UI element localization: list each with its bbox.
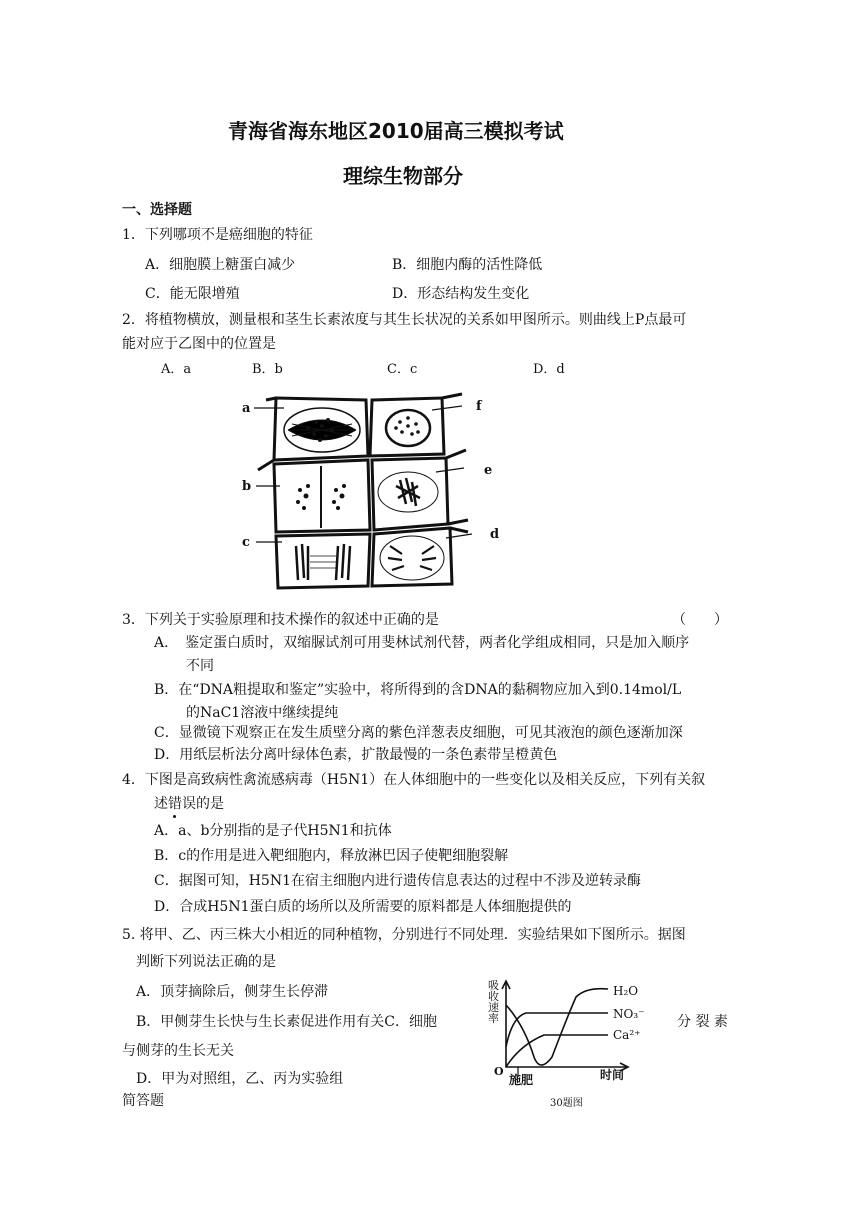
cell-f bbox=[386, 410, 430, 446]
legend-no3: NO₃⁻ bbox=[613, 1007, 645, 1021]
q5-option-b-tail: 分 裂 素 bbox=[677, 1014, 728, 1030]
q4-stem-line1: 4．下图是高致病性禽流感病毒（H5N1）在人体细胞中的一些变化以及相关反应，下列有关叙 bbox=[122, 772, 706, 788]
q1-option-b: B．细胞内酶的活性降低 bbox=[392, 257, 543, 273]
q2-stem-line2: 能对应于乙图中的位置是 bbox=[122, 336, 276, 352]
emphasis-dot bbox=[173, 815, 176, 818]
page-title: 青海省海东地区2010届高三模拟考试 bbox=[228, 119, 564, 143]
q4-option-b: B．c的作用是进入靶细胞内，释放淋巴因子使靶细胞裂解 bbox=[154, 848, 509, 864]
graph-xlabel: 时间 bbox=[600, 1068, 625, 1082]
q3-option-c: C．显微镜下观察正在发生质壁分离的紫色洋葱表皮细胞，可见其液泡的颜色逐渐加深 bbox=[154, 725, 683, 741]
fig-label-a: a bbox=[242, 401, 251, 416]
fig-label-d: d bbox=[490, 527, 500, 542]
q4-option-c: C．据图可知，H5N1在宿主细胞内进行遗传信息表达的过程中不涉及逆转录酶 bbox=[154, 873, 641, 889]
cell-e bbox=[378, 472, 438, 512]
q3-option-a-line1: A． 鉴定蛋白质时，双缩脲试剂可用斐林试剂代替，两者化学组成相同，只是加入顺序 bbox=[154, 635, 690, 651]
graph-origin: O bbox=[494, 1065, 504, 1078]
legend-ca: Ca²⁺ bbox=[613, 1028, 641, 1042]
graph-ylabel-4: 率 bbox=[488, 1012, 499, 1025]
section-heading-short-answer: 简答题 bbox=[122, 1093, 164, 1109]
cell-d bbox=[380, 536, 444, 580]
graph-fertilize-marker: 施肥 bbox=[509, 1073, 534, 1087]
q3-option-d: D．用纸层析法分离叶绿体色素，扩散最慢的一条色素带呈橙黄色 bbox=[154, 747, 558, 763]
graph-ylabel-1: 吸 bbox=[488, 979, 499, 992]
q5-stem-line1: 5. 将甲、乙、丙三株大小相近的同种植物，分别进行不同处理．实验结果如下图所示。据图 bbox=[122, 927, 686, 943]
q5-stem-line2: 判断下列说法正确的是 bbox=[136, 954, 276, 970]
cell-b bbox=[296, 466, 346, 528]
q1-stem: 1．下列哪项不是癌细胞的特征 bbox=[122, 227, 313, 243]
q4-stem-line2: 述错误的是 bbox=[154, 796, 224, 812]
q5-option-a: A．顶芽摘除后，侧芽生长停滞 bbox=[136, 984, 329, 1000]
q2-option-a: A．a bbox=[161, 362, 192, 377]
q5-option-d: D．甲为对照组，乙、丙为实验组 bbox=[136, 1071, 344, 1087]
fig-label-e: e bbox=[484, 463, 493, 478]
q2-stem-line1: 2．将植物横放，测量根和茎生长素浓度与其生长状况的关系如甲图所示。则曲线上P点最可 bbox=[122, 312, 687, 328]
graph-ylabel-3: 速 bbox=[488, 1001, 499, 1014]
q5-option-b: B．甲侧芽生长快与生长素促进作用有关C．细胞 bbox=[136, 1014, 437, 1030]
q2-option-c: C．c bbox=[387, 362, 418, 377]
q5-option-b-line2: 与侧芽的生长无关 bbox=[122, 1043, 234, 1059]
legend-h2o: H₂O bbox=[613, 984, 639, 998]
q2-option-d: D．d bbox=[533, 362, 565, 377]
page-subtitle: 理综生物部分 bbox=[343, 164, 463, 188]
q3-answer-paren: （ ） bbox=[672, 612, 728, 628]
cell-a bbox=[284, 408, 360, 452]
graph-ylabel-2: 收 bbox=[488, 990, 499, 1003]
absorption-rate-graph bbox=[476, 975, 676, 1115]
cell-c bbox=[296, 544, 350, 580]
q2-option-b: B．b bbox=[252, 362, 283, 377]
fig-label-b: b bbox=[242, 479, 252, 494]
q3-option-b-line1: B．在“DNA粗提取和鉴定”实验中，将所得到的含DNA的黏稠物应加入到0.14mol/L bbox=[154, 682, 682, 698]
q4-option-d: D．合成H5N1蛋白质的场所以及所需要的原料都是人体细胞提供的 bbox=[154, 899, 572, 915]
graph-caption: 30题图 bbox=[550, 1098, 583, 1109]
fig-label-f: f bbox=[476, 399, 482, 414]
q1-option-a: A．细胞膜上糖蛋白减少 bbox=[145, 257, 296, 273]
q1-option-c: C．能无限增殖 bbox=[145, 286, 240, 302]
cell-division-figure bbox=[236, 390, 506, 590]
q3-option-a-line2: 不同 bbox=[186, 658, 214, 674]
fig-label-c: c bbox=[242, 535, 250, 550]
q3-stem: 3．下列关于实验原理和技术操作的叙述中正确的是 bbox=[122, 612, 439, 628]
curve-ca bbox=[506, 1035, 608, 1067]
q3-option-b-line2: 的NaC1溶液中继续提纯 bbox=[186, 705, 339, 721]
q4-option-a: A．a、b分别指的是子代H5N1和抗体 bbox=[154, 823, 392, 839]
section-heading-choice: 一、选择题 bbox=[122, 202, 192, 218]
curve-h2o bbox=[506, 989, 608, 1065]
q1-option-d: D．形态结构发生变化 bbox=[392, 286, 530, 302]
